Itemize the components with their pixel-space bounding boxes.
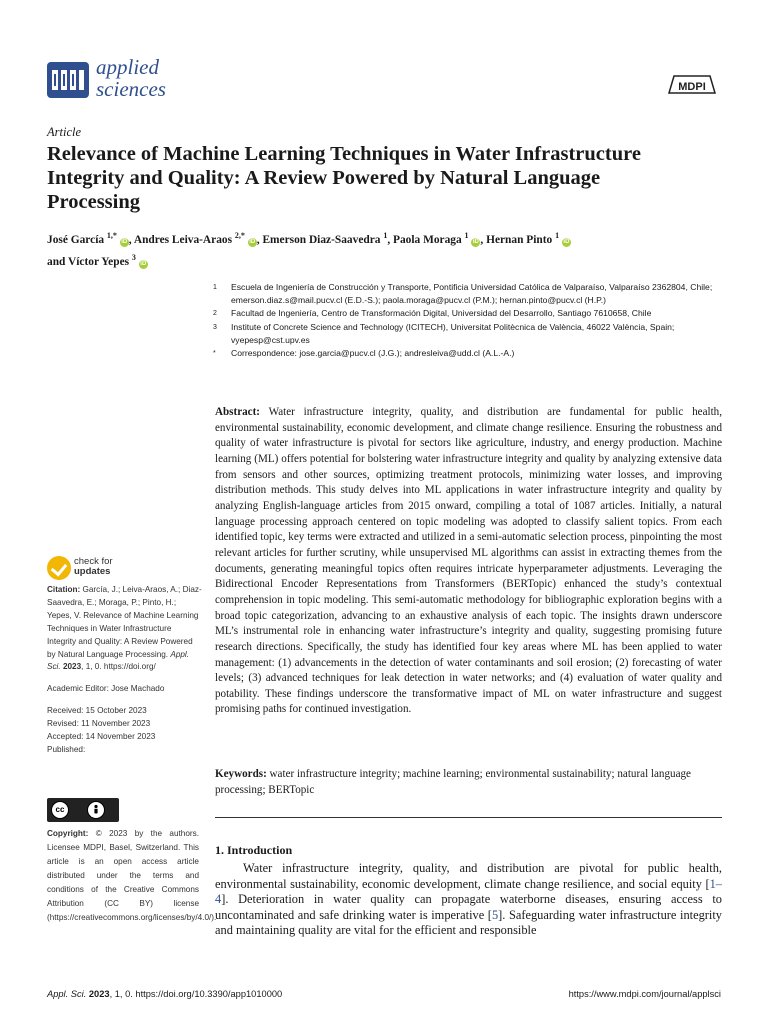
introduction-text: [215, 861, 722, 939]
copyright-notice: [47, 827, 217, 925]
introduction-heading: 1. Introduction: [215, 843, 293, 857]
citation-text: García, J.; Leiva-Araos, A.; Diaz-Saavedra, E.; Moraga, P.; Pinto, H.; Yepes, V. Relevance of Machine Learning Techniques in Water Infrastructure Integrity and Quality: A Review Powered by Natural Language Processing.: [47, 585, 202, 659]
author-name: José García: [47, 233, 107, 246]
journal-name-line1: applied: [96, 55, 159, 79]
published-date: Published:: [47, 744, 86, 754]
cc-by-license-badge[interactable]: [47, 798, 119, 822]
abstract-label: Abstract:: [215, 406, 260, 418]
footer-year: 2023: [88, 989, 110, 999]
affiliation-mark: 1: [213, 284, 217, 291]
intro-text-part: Water infrastructure integrity, quality, and distribution are pivotal for public health, environmental sustainability, economic development, climate change resilience, and social equity [: [215, 861, 722, 891]
check-line1: check for: [74, 556, 113, 567]
sidebar-metadata: [47, 584, 202, 757]
orcid-icon[interactable]: iD: [472, 238, 479, 245]
orcid-icon[interactable]: iD: [563, 238, 570, 245]
copyright-label: Copyright:: [47, 829, 89, 838]
author-affiliation-mark: 1: [383, 231, 388, 240]
check-for-updates-label: [74, 557, 113, 577]
intro-text-part: ]. Safeguarding water infrastructure integrity and maintaining quality are vital for the efficient and responsible: [215, 907, 722, 938]
citation-journal: Appl. Sci.: [47, 649, 190, 672]
author-affiliation-mark: 1: [555, 231, 560, 240]
accepted-date: Accepted: 14 November 2023: [47, 732, 156, 742]
citation-label: Citation:: [47, 585, 81, 594]
svg-text:MDPI: MDPI: [678, 81, 706, 93]
article-type: Article: [47, 125, 82, 139]
abstract: [215, 405, 722, 718]
author-affiliation-mark: 3: [131, 252, 136, 262]
author-list: José García $^{1,*}$ iD , Andres Leiva-Araos $^{2,*}$ iD , Emerson Diaz-Saavedra $^1$, Paola Moraga $^1$ iD , Hernan Pinto $^1$ iD and Víctor Yepes $^3$ iD: [47, 231, 570, 268]
footer-journal-url[interactable]: https://www.mdpi.com/journal/applsci: [568, 989, 721, 999]
footer-citation: [47, 989, 282, 999]
check-for-updates-button[interactable]: [47, 556, 167, 582]
author-affiliation-mark: 1,*: [106, 231, 117, 240]
citation-year: 2023: [62, 662, 82, 672]
journal-logo-icon: [47, 62, 89, 98]
affiliation-mark: 2: [213, 310, 217, 318]
author-name: Víctor Yepes: [68, 255, 132, 268]
check-line2: updates: [74, 566, 111, 577]
orcid-icon[interactable]: iD: [121, 238, 128, 245]
cc-icon: cc: [51, 801, 69, 819]
orcid-icon[interactable]: iD: [140, 260, 147, 267]
affiliation-text: Institute of Concrete Science and Technology (ICITECH), Universitat Politècnica de València, 46022 València, Spain; vyepesp@cst.upv.es: [231, 321, 675, 345]
affiliations: [213, 281, 713, 360]
paper-title: Relevance of Machine Learning Techniques in Water Infrastructure Integrity and Quality: A Review Powered by Natural Language Processing: [47, 143, 641, 213]
received-date: Received: 15 October 2023: [47, 706, 147, 716]
keywords-text: water infrastructure integrity; machine learning; environmental sustainability; natural language processing; BERTopic: [215, 768, 691, 796]
affiliation-text: Correspondence: jose.garcia@pucv.cl (J.G.); andresleiva@udd.cl (A.L.-A.): [231, 348, 515, 359]
journal-name-line2: sciences: [96, 77, 166, 101]
keywords: [215, 767, 722, 798]
affiliation-mark: *: [213, 350, 216, 358]
affiliation-item: [213, 307, 713, 320]
academic-editor: Academic Editor: Jose Machado: [47, 684, 165, 694]
affiliation-item: [213, 347, 713, 360]
keywords-label: Keywords:: [215, 768, 267, 780]
author-conjunction: and: [47, 255, 69, 268]
author-name: Paola Moraga: [393, 233, 465, 246]
orcid-icon[interactable]: iD: [249, 238, 256, 245]
affiliation-item: [213, 321, 713, 347]
check-icon: [47, 556, 71, 580]
abstract-text: Water infrastructure integrity, quality, and distribution are fundamental for public health, environmental sustainability, economic development, and climate change resilience. Ensuring the robustness and quality of water infrastructure is pivotal for sectors like agriculture, industry, and energy production. Machine learning (ML) offers potential for bolstering water infrastructure integrity and quality by analyzing extensive data from sensors and other sources, optimizing treatment protocols, minimizing water losses, and improving distribution methods. This study delves into ML applications in water infrastructure integrity and quality by analyzing English-language articles from 2015 onward, compiling a total of 1087 articles. Initially, a natural language processing approach centered on topic modeling was adopted to classify salient topics. From each identified topic, key terms were extracted and utilized in a semi-automatic selection process, pinpointing the most relevant articles for further scrutiny, while unsupervised ML algorithms can assist in extracting themes from the documents, generating meaningful topics often requires intricate hyperparameter adjustments. Leveraging the Bidirectional Encoder Representations from Transformers (BERTopic) enhanced the study’s contextual comprehension in topic modeling. This semi-automatic methodology for bibliographic exploration begins with a broad topic categorization, advancing to an exhaustive analysis of each topic. The insights drawn underscore ML’s instrumental role in enhancing water infrastructure’s integrity and quality, suggesting promising future research directions. Specifically, the study has identified four key areas where ML has been applied to water management: (1) advancements in the detection of water contaminants and soil erosion; (2) forecasting of water levels; (3) advanced techniques for leak detection in water networks; and (4) evaluation of water quality and potability. These findings underscore the transformative impact of ML on water infrastructure and suggest promising paths for continued investigation.: [215, 406, 722, 716]
citation-tail: , 1, 0. https://doi.org/: [81, 662, 156, 672]
mdpi-logo-icon: [666, 71, 718, 97]
author-name: Andres Leiva-Araos: [133, 233, 235, 246]
affiliation-text: Escuela de Ingeniería de Construcción y Transporte, Pontificia Universidad Católica de Valparaíso, Valparaíso 2362804, Chile; emerson.diaz.s@mail.pucv.cl (E.D.-S.); paola.moraga@pucv.cl (P.M.); hernan.pinto@pucv.cl (H.P.): [231, 282, 713, 306]
citation-link-5[interactable]: 5: [491, 907, 499, 922]
revised-date: Revised: 11 November 2023: [47, 719, 151, 729]
citation-link-1-4[interactable]: 1–4: [215, 876, 722, 907]
journal-name: [96, 56, 166, 100]
copyright-text: © 2023 by the authors. Licensee MDPI, Basel, Switzerland. This article is an open access article distributed under the terms and conditions of the Creative Commons Attribution (CC BY) license (https://creativecommons.org/licenses/by/4.0/).: [47, 829, 217, 922]
author-affiliation-mark: 1: [464, 231, 469, 240]
cc-by-label: BY: [91, 813, 98, 819]
affiliation-text: Facultad de Ingeniería, Centro de Transformación Digital, Universidad del Desarrollo, Santiago 7610658, Chile: [231, 308, 652, 319]
affiliation-mark: 3: [213, 323, 217, 331]
affiliation-item: [213, 281, 713, 307]
citation: [47, 584, 202, 674]
footer-journal: Appl. Sci.: [47, 989, 87, 999]
author-affiliation-mark: 2,*: [234, 231, 245, 240]
author-name: Emerson Diaz-Saavedra: [262, 233, 384, 246]
author-name: Hernan Pinto: [486, 233, 556, 246]
footer-doi: , 1, 0. https://doi.org/10.3390/app1010000: [109, 989, 283, 999]
section-divider: [215, 817, 722, 818]
intro-text-part: ]. Deterioration in water quality can propagate waterborne diseases, ensuring access to uncontaminated and safe drinking water is imperative [: [215, 892, 722, 922]
